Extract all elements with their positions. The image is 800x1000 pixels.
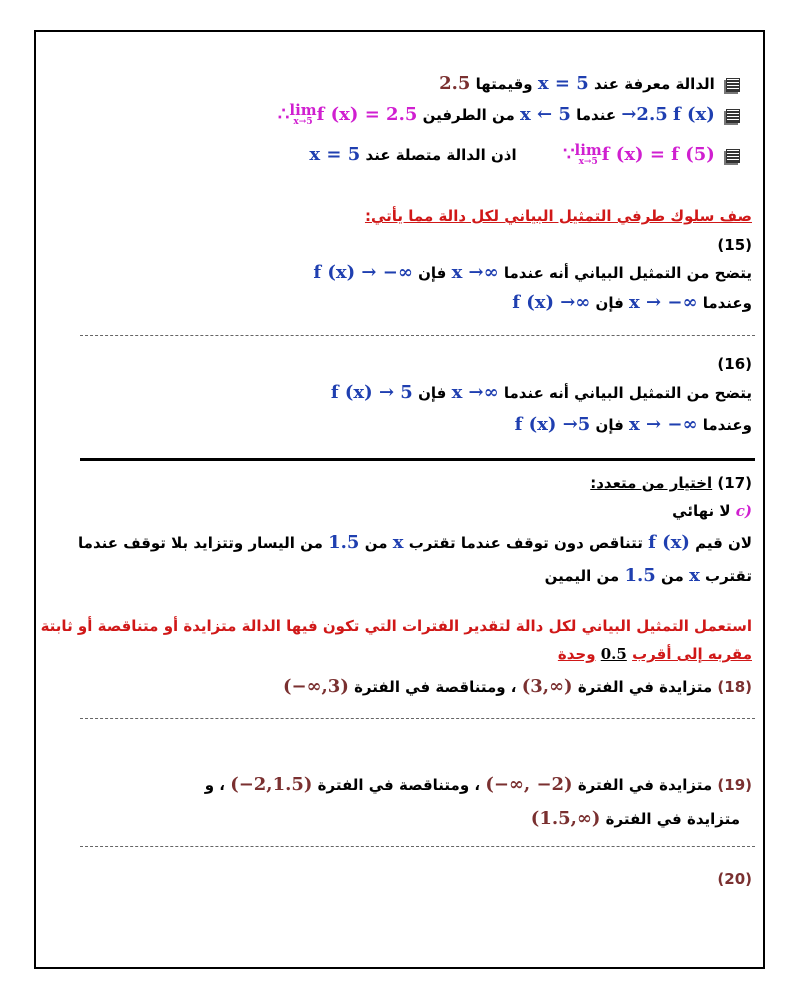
text: متزايدة في الفترة — [605, 810, 740, 828]
bullet-icon — [726, 109, 740, 123]
divider — [80, 335, 755, 336]
q15-line2 — [512, 292, 752, 313]
bullet-icon — [726, 149, 740, 163]
eq-x5: x = 5 — [537, 73, 589, 94]
text: يتضح من التمثيل البياني أنه عندما — [503, 384, 752, 402]
x-var: x — [392, 532, 404, 553]
section-heading-intervals: استعمل التمثيل البياني لكل دالة لتقدير الفترات التي تكون فيها الدالة متزايدة أو متناقصة أو ثابتة — [40, 617, 752, 635]
x-to-neg-inf: x → −∞ — [629, 414, 698, 435]
q17-title — [590, 474, 752, 492]
text-and: ، و — [204, 776, 225, 794]
value-2-5: 2.5 — [439, 73, 471, 94]
fx-result: f (x) →5 — [514, 414, 591, 435]
text: ، ومتناقصة في الفترة — [354, 678, 517, 696]
text-defined: الدالة معرفة عند — [593, 75, 715, 93]
question-number-15: (15) — [717, 236, 752, 254]
text: من اليمين — [544, 567, 620, 585]
x-to-neg-inf: x → −∞ — [629, 292, 698, 313]
question-number-19: (19) — [717, 776, 752, 794]
fx: f (x) — [648, 532, 690, 553]
text-continuous: اذن الدالة متصلة عند — [365, 146, 517, 164]
lim-sub: x→5 — [293, 117, 313, 127]
text: مقربه إلى أقرب — [632, 645, 752, 663]
because-symbol: ∵ — [563, 144, 575, 165]
lim-label: lim — [289, 101, 317, 119]
text: لان قيم — [695, 534, 752, 552]
text-both-sides: من الطرفين — [422, 106, 515, 124]
text: وعندما — [702, 294, 752, 312]
fx-result: f (x) →∞ — [512, 292, 591, 313]
bullet-icon — [726, 78, 740, 92]
arrow-2-5: →2.5 — [621, 104, 668, 125]
limit-expr — [278, 103, 417, 127]
text-then: فإن — [595, 416, 624, 434]
divider — [80, 846, 755, 847]
value-1-5: 1.5 — [624, 565, 656, 586]
text-from: من — [661, 567, 684, 585]
eq-x5: x = 5 — [309, 144, 361, 165]
x-to-inf: x →∞ — [451, 382, 499, 403]
q18-line — [283, 676, 752, 697]
value-1-5: 1.5 — [328, 532, 360, 553]
text: متزايدة في الفترة — [577, 678, 713, 696]
text: تتناقص دون توقف عندما تقترب — [408, 534, 643, 552]
text-from: من — [364, 534, 388, 552]
interval-increasing: (−∞, −2) — [485, 774, 573, 795]
q16-line2 — [515, 414, 752, 435]
x-to-5: 5 ← x — [520, 104, 571, 125]
interval-decreasing: (−∞,3) — [282, 676, 349, 697]
q17-line1 — [78, 532, 752, 553]
question-number-17: (17) — [717, 474, 752, 492]
text: وعندما — [702, 416, 752, 434]
therefore-symbol: ∴ — [277, 104, 290, 125]
divider — [80, 718, 755, 719]
fx: f (x) — [672, 104, 715, 125]
text: متزايدة في الفترة — [577, 776, 713, 794]
text: وحدة — [557, 645, 596, 663]
text: من اليسار وتتزايد بلا توقف عندما — [78, 534, 323, 552]
text: يتضح من التمثيل البياني أنه عندما — [503, 264, 752, 282]
line-limit — [278, 103, 740, 127]
text-then: فإن — [595, 294, 624, 312]
text-value: وقيمتها — [475, 75, 533, 93]
q19-line2 — [531, 808, 740, 829]
fx-result: f (x) → 5 — [330, 382, 413, 403]
interval-increasing-2: (1.5,∞) — [530, 808, 601, 829]
q17-title-text: اختيار من متعدد: — [590, 474, 713, 492]
x-var: x — [689, 565, 700, 586]
section-heading-intervals-2 — [558, 645, 752, 663]
lim-label: lim — [574, 141, 602, 159]
x-to-inf: x →∞ — [451, 262, 499, 283]
interval-increasing: (3,∞) — [521, 676, 573, 697]
choice-label: c) — [735, 502, 752, 520]
text: تقترب — [705, 567, 752, 585]
because-expr — [563, 143, 715, 167]
question-number-18: (18) — [717, 678, 752, 696]
text-then: فإن — [418, 264, 447, 282]
line-continuous — [309, 143, 740, 167]
fx-result: f (x) → −∞ — [313, 262, 413, 283]
text-then: فإن — [418, 384, 447, 402]
q16-line1 — [331, 382, 752, 403]
text: ، ومتناقصة في الفترة — [317, 776, 481, 794]
q19-line1 — [205, 774, 752, 795]
question-number-16: (16) — [717, 355, 752, 373]
lim-sub: x→5 — [578, 157, 598, 167]
lim-value: f (x) = 2.5 — [316, 104, 418, 125]
q17-answer — [672, 502, 752, 520]
section-heading-end-behavior: صف سلوك طرفي التمثيل البياني لكل دالة مما يأتي: — [364, 207, 752, 225]
interval-decreasing: (−2,1.5) — [230, 774, 313, 795]
q17-line2 — [545, 565, 752, 586]
question-number-20: (20) — [717, 870, 752, 888]
value-0-5: 0.5 — [600, 645, 627, 663]
answer-text: لا نهائي — [672, 502, 731, 520]
text-when: عندما — [576, 106, 617, 124]
line-defined — [439, 73, 740, 94]
section-divider — [80, 458, 755, 461]
q15-line1 — [313, 262, 752, 283]
lim-equals-f5: f (x) = f (5) — [601, 144, 715, 165]
